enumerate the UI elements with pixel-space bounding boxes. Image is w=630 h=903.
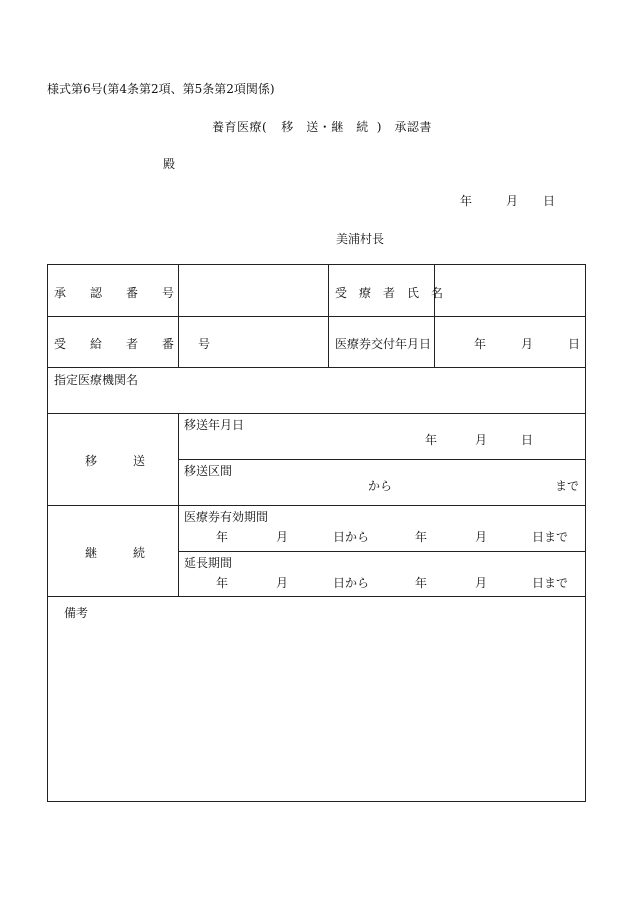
validity-month-until: 月 (475, 530, 488, 544)
extension-period-label: 延長期間 (184, 556, 233, 570)
title-option-transport: 移 送 (281, 120, 319, 134)
continuation-label: 継 続 (85, 546, 146, 560)
title-option-continue: 継 続 (331, 120, 369, 134)
extension-day-from: 日から (333, 576, 370, 590)
recipient-number-label: 受 給 者 番 号 (54, 337, 211, 351)
transport-label: 移 送 (85, 454, 146, 468)
ticket-issue-month: 月 (521, 337, 534, 351)
remarks-label: 備考 (64, 606, 89, 620)
addressee-honorific: 殿 (163, 157, 176, 171)
approval-number-label-cell (48, 265, 179, 317)
issue-date-day: 日 (543, 194, 556, 208)
patient-name-label: 受 療 者 氏 名 (335, 286, 444, 300)
ticket-issue-date-field[interactable] (435, 317, 586, 368)
validity-period-field[interactable] (179, 506, 586, 552)
issue-date-year: 年 (460, 194, 473, 208)
validity-year-from: 年 (216, 530, 229, 544)
recipient-number-label-cell (48, 317, 211, 368)
transport-date-field[interactable] (179, 414, 586, 460)
patient-name-field[interactable] (435, 265, 586, 317)
ticket-issue-day: 日 (568, 337, 581, 351)
validity-year-until: 年 (415, 530, 428, 544)
transport-date-month: 月 (475, 433, 488, 447)
extension-month-from: 月 (276, 576, 289, 590)
transport-until-text: まで (555, 479, 580, 493)
validity-day-from: 日から (333, 530, 370, 544)
patient-name-label-cell (329, 265, 444, 317)
institution-label: 指定医療機関名 (54, 373, 139, 387)
validity-month-from: 月 (276, 530, 289, 544)
issuer-name: 美浦村長 (336, 232, 385, 246)
validity-day-until: 日まで (532, 530, 569, 544)
transport-section-field[interactable] (179, 460, 586, 506)
ticket-issue-year: 年 (474, 337, 487, 351)
extension-period-field[interactable] (179, 552, 586, 597)
extension-year-from: 年 (216, 576, 229, 590)
continuation-label-cell (48, 506, 179, 597)
institution-field[interactable] (48, 368, 586, 414)
transport-label-cell (48, 414, 179, 506)
extension-day-until: 日まで (532, 576, 569, 590)
remarks-field[interactable] (48, 597, 586, 802)
approval-form-table (47, 264, 586, 802)
recipient-number-field[interactable] (179, 317, 329, 368)
extension-month-until: 月 (475, 576, 488, 590)
issue-date-month: 月 (506, 194, 519, 208)
extension-year-until: 年 (415, 576, 428, 590)
title-prefix: 養育医療( (212, 120, 268, 134)
transport-from-text: から (368, 479, 393, 493)
document-title (212, 118, 432, 135)
transport-date-day: 日 (521, 433, 534, 447)
transport-date-label: 移送年月日 (184, 418, 245, 432)
form-number: 様式第6号(第4条第2項、第5条第2項関係) (47, 82, 275, 96)
title-separator: ・ (318, 120, 332, 134)
ticket-issue-date-label-cell (329, 317, 435, 368)
transport-section-label: 移送区間 (184, 464, 233, 478)
title-suffix: ) 承認書 (376, 120, 432, 134)
ticket-issue-date-label: 医療券交付年月日 (335, 337, 432, 351)
approval-number-field[interactable] (179, 265, 329, 317)
validity-period-label: 医療券有効期間 (184, 510, 269, 524)
transport-date-year: 年 (425, 433, 438, 447)
approval-number-label: 承 認 番 号 (54, 286, 175, 300)
